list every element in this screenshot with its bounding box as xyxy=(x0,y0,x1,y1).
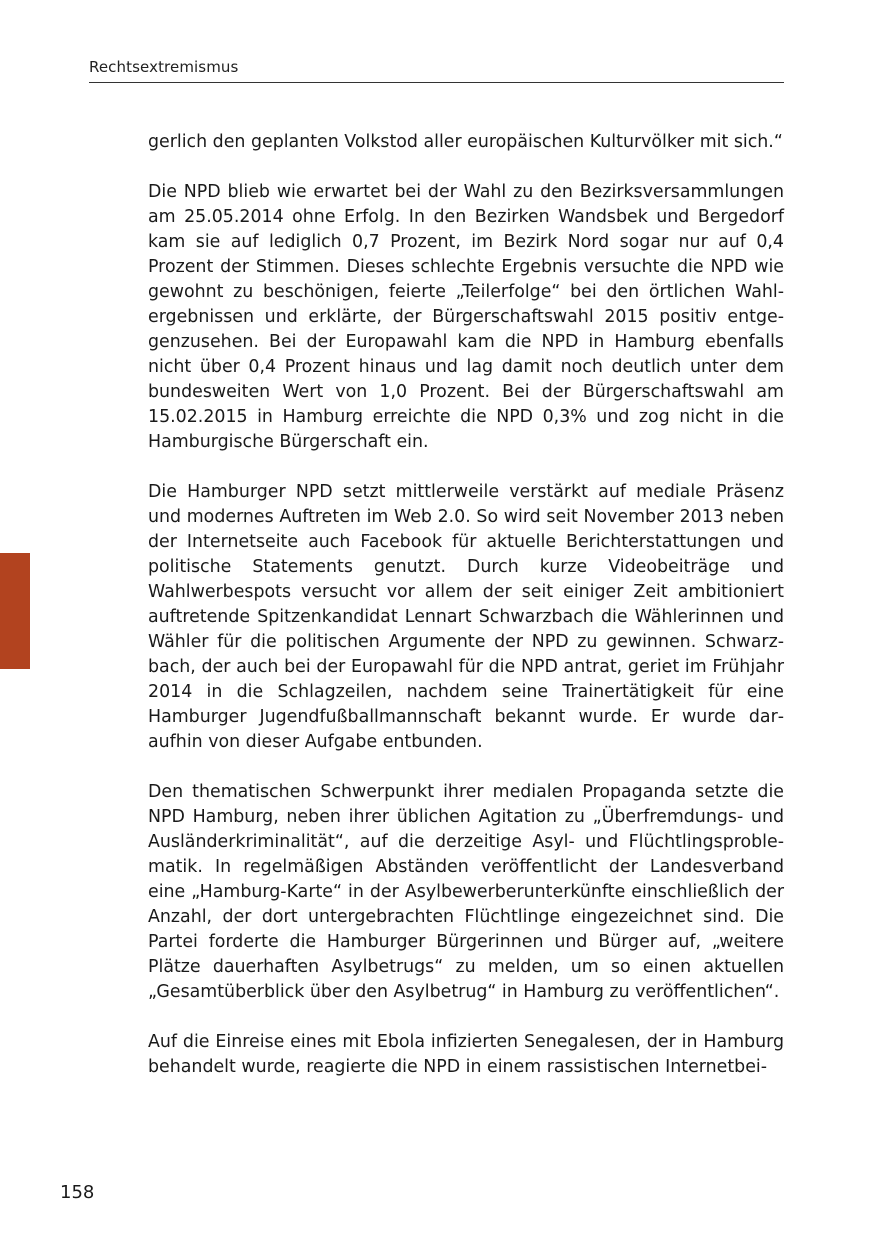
running-header-title: Rechtsextremismus xyxy=(89,58,239,76)
paragraph: Die NPD blieb wie erwartet bei der Wahl zu den Bezirksversammlungen am 25.05.2014 ohne Erfolg. In den Bezirken Wandsbek und Bergedorf kam sie auf lediglich 0,7 Prozent, im Bezirk Nord sogar nur auf 0,4 Prozent der Stimmen. Dieses schlechte Ergebnis versuchte die NPD wie gewohnt zu beschönigen, feierte „Teilerfolge“ bei den örtlichen Wahlergebnissen und erklärte, der Bürgerschaftswahl 2015 positiv entgegenzusehen. Bei der Europawahl kam die NPD in Hamburg ebenfalls nicht über 0,4 Prozent hinaus und lag damit noch deutlich unter dem bundesweiten Wert von 1,0 Prozent. Bei der Bürgerschaftswahl am 15.02.2015 in Hamburg erreichte die NPD 0,3% und zog nicht in die Hamburgische Bürgerschaft ein. xyxy=(148,182,784,452)
paragraph: Den thematischen Schwerpunkt ihrer medialen Propaganda setzte die NPD Hamburg, neben ihrer üblichen Agitation zu „Überfremdungs- und Ausländerkriminalität“, auf die derzeitige Asyl- und Flüchtlingsproblematik. In regelmäßigen Abständen veröffentlicht der Landesverband eine „Hamburg-Karte“ in der Asylbewerberunterkünfte einschließlich der Anzahl, der dort untergebrachten Flüchtlinge eingezeichnet sind. Die Partei forderte die Hamburger Bürgerinnen und Bürger auf, „weitere Plätze dauerhaften Asylbetrugs“ zu melden, um so einen aktuellen „Gesamtüberblick über den Asylbetrug“ in Hamburg zu veröffentlichen“. xyxy=(148,782,784,1002)
paragraph: Auf die Einreise eines mit Ebola infizierten Senegalesen, der in Hamburg behandelt wurde, reagierte die NPD in einem rassistischen Internetbei- xyxy=(148,1032,784,1077)
header-rule xyxy=(89,82,784,83)
chapter-margin-tab xyxy=(0,553,30,669)
page-number: 158 xyxy=(60,1182,95,1203)
paragraph: gerlich den geplanten Volkstod aller europäischen Kulturvölker mit sich.“ xyxy=(148,132,783,152)
main-text-column xyxy=(148,130,784,1105)
paragraph: Die Hamburger NPD setzt mittlerweile verstärkt auf mediale Präsenz und modernes Auftreten im Web 2.0. So wird seit November 2013 neben der Internetseite auch Facebook für aktuelle Berichterstattungen und politische Statements genutzt. Durch kurze Videobeiträge und Wahlwerbespots versucht vor allem der seit einiger Zeit ambitioniert auftretende Spitzenkandidat Lennart Schwarzbach die Wählerinnen und Wähler für die politischen Argumente der NPD zu gewinnen. Schwarzbach, der auch bei der Europawahl für die NPD antrat, geriet im Frühjahr 2014 in die Schlagzeilen, nachdem seine Trainertätigkeit für eine Hamburger Jugendfußballmannschaft bekannt wurde. Er wurde daraufhin von dieser Aufgabe entbunden. xyxy=(148,482,784,752)
